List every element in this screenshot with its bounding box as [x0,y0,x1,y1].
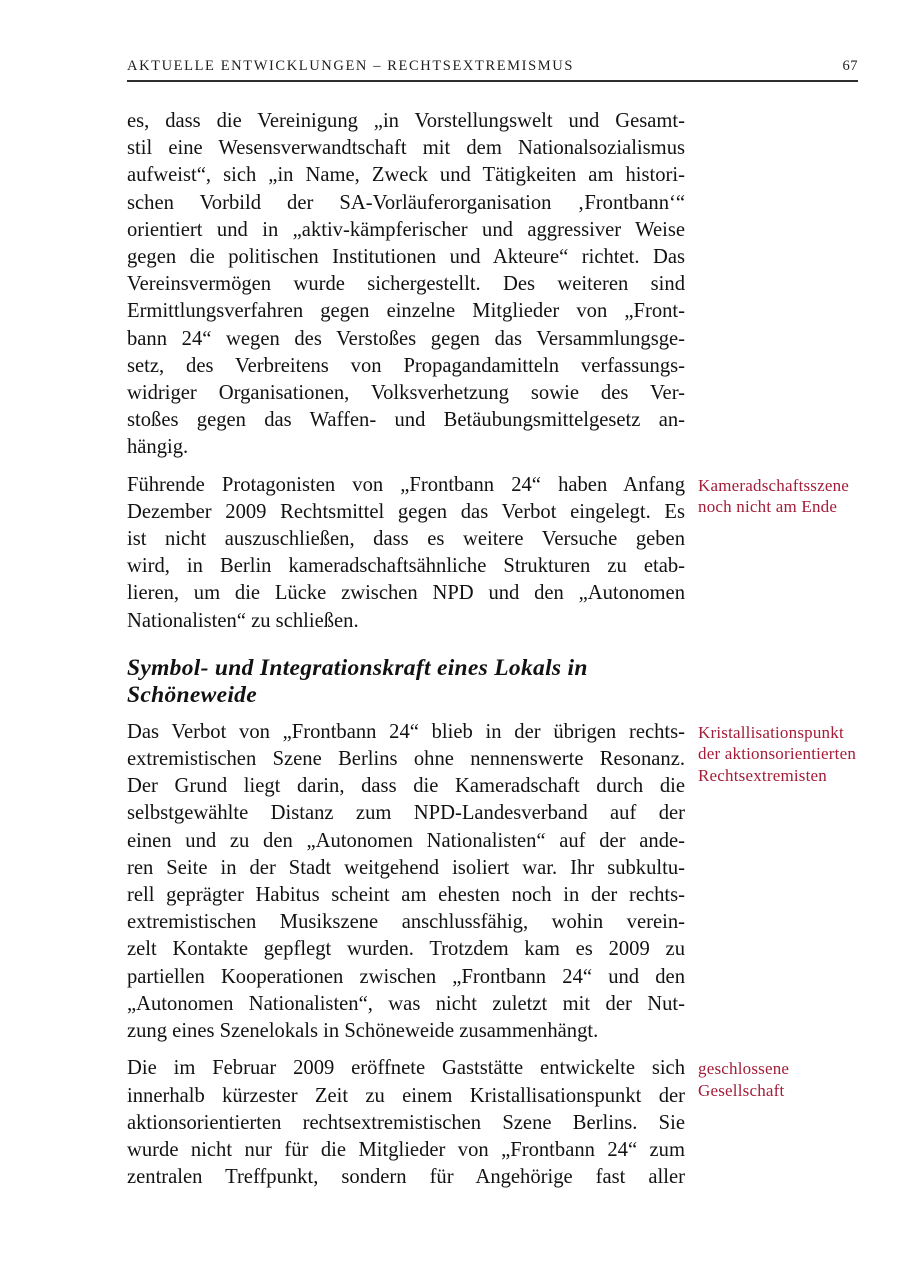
margin-note [698,722,876,787]
text-line: rell geprägter Habitus scheint am ehesten noch in der rechts- [127,884,685,907]
text-line: stil eine Wesensverwandtschaft mit dem Nationalsozialismus [127,137,685,160]
text-line: ist nicht auszuschließen, dass es weitere Versuche geben [127,528,685,551]
text-line: es, dass die Vereinigung „in Vorstellungswelt und Gesamt- [127,110,685,132]
paragraph-row [127,108,685,462]
page-number: 67 [842,58,858,74]
margin-note [698,475,876,518]
section-heading [127,655,685,709]
margin-note [698,1058,876,1101]
text-line: Der Grund liegt darin, dass die Kameradschaft durch die [127,775,685,798]
text-line: Das Verbot von „Frontbann 24“ blieb in der übrigen rechts- [127,720,685,743]
text-line: „Autonomen Nationalisten“, was nicht zuletzt mit der Nut- [127,992,685,1015]
header-rule [127,80,858,82]
text-line: hängig. [127,436,189,459]
text-line: Vereinsvermögen wurde sichergestellt. Des weiteren sind [127,273,685,296]
text-line: zung eines Szenelokals in Schöneweide zusammenhängt. [127,1020,599,1043]
text-line: partiellen Kooperationen zwischen „Frontbann 24“ und den [127,965,685,988]
margin-note-line: Gesellschaft [698,1080,785,1100]
text-line: widriger Organisationen, Volksverhetzung sowie des Ver- [127,382,685,405]
text-line: Die im Februar 2009 eröffnete Gaststätte entwickelte sich [127,1057,685,1080]
paragraph-row [127,1055,790,1191]
text-line: bann 24“ wegen des Verstoßes gegen das Versammlungsge- [127,327,685,350]
text-line: ren Seite in der Stadt weitgehend isoliert war. Ihr subkultu- [127,856,685,879]
text-line: aktionsorientierten rechtsextremistischen Szene Berlins. Sie [127,1111,685,1134]
text-line: gegen die politischen Institutionen und Akteure“ richtet. Das [127,246,685,269]
heading-line: Symbol- und Integrationskraft eines Lokals in [127,654,588,681]
paragraph-row [127,719,857,1045]
margin-note-line: Kristallisationspunkt [698,722,844,742]
margin-note-line: noch nicht am Ende [698,497,838,517]
running-header-title: AKTUELLE ENTWICKLUNGEN – RECHTSEXTREMISMUS [127,58,574,74]
text-line: einen und zu den „Autonomen Nationalisten“ auf der ande- [127,829,685,852]
text-line: Führende Protagonisten von „Frontbann 24“ haben Anfang [127,473,685,496]
text-line: wurde nicht nur für die Mitglieder von „Frontbann 24“ zum [127,1138,685,1161]
paragraph-row [127,472,850,635]
text-line: extremistischen Szene Berlins ohne nennenswerte Resonanz. [127,748,685,771]
text-line: orientiert und in „aktiv-kämpferischer und aggressiver Weise [127,218,685,241]
running-header [127,58,858,75]
text-line: selbstgewählte Distanz zum NPD-Landesverband auf der [127,802,685,825]
text-line: Ermittlungsverfahren gegen einzelne Mitglieder von „Front- [127,300,685,323]
paragraph [127,108,685,462]
text-line: lieren, um die Lücke zwischen NPD und den „Autonomen [127,582,685,605]
paragraph [127,719,685,1045]
text-line: aufweist“, sich „in Name, Zweck und Tätigkeiten am histori- [127,164,685,187]
paragraph [127,1055,685,1191]
margin-note-line: der aktionsorientierten [698,744,857,764]
margin-note-line: Rechtsextremisten [698,765,827,785]
text-line: wird, in Berlin kameradschaftsähnliche Strukturen zu etab- [127,555,685,578]
margin-note-line: geschlossene [698,1059,790,1079]
paragraph [127,472,685,635]
text-line: Dezember 2009 Rechtsmittel gegen das Verbot eingelegt. Es [127,500,685,523]
text-line: innerhalb kürzester Zeit zu einem Kristallisationspunkt der [127,1084,685,1107]
heading-line: Schöneweide [127,681,257,708]
text-line: stoßes gegen das Waffen- und Betäubungsmittelgesetz an- [127,409,685,432]
text-line: zentralen Treffpunkt, sondern für Angehörige fast aller [127,1166,685,1189]
text-line: extremistischen Musikszene anschlussfähig, wohin verein- [127,911,685,934]
text-line: Nationalisten“ zu schließen. [127,609,359,632]
text-line: schen Vorbild der SA-Vorläuferorganisation ‚Frontbann‘“ [127,191,685,214]
text-line: setz, des Verbreitens von Propagandamitteln verfassungs- [127,354,685,377]
page-body [127,98,857,1191]
margin-note-line: Kameradschaftsszene [698,475,850,495]
text-line: zelt Kontakte gepflegt wurden. Trotzdem kam es 2009 zu [127,938,685,961]
